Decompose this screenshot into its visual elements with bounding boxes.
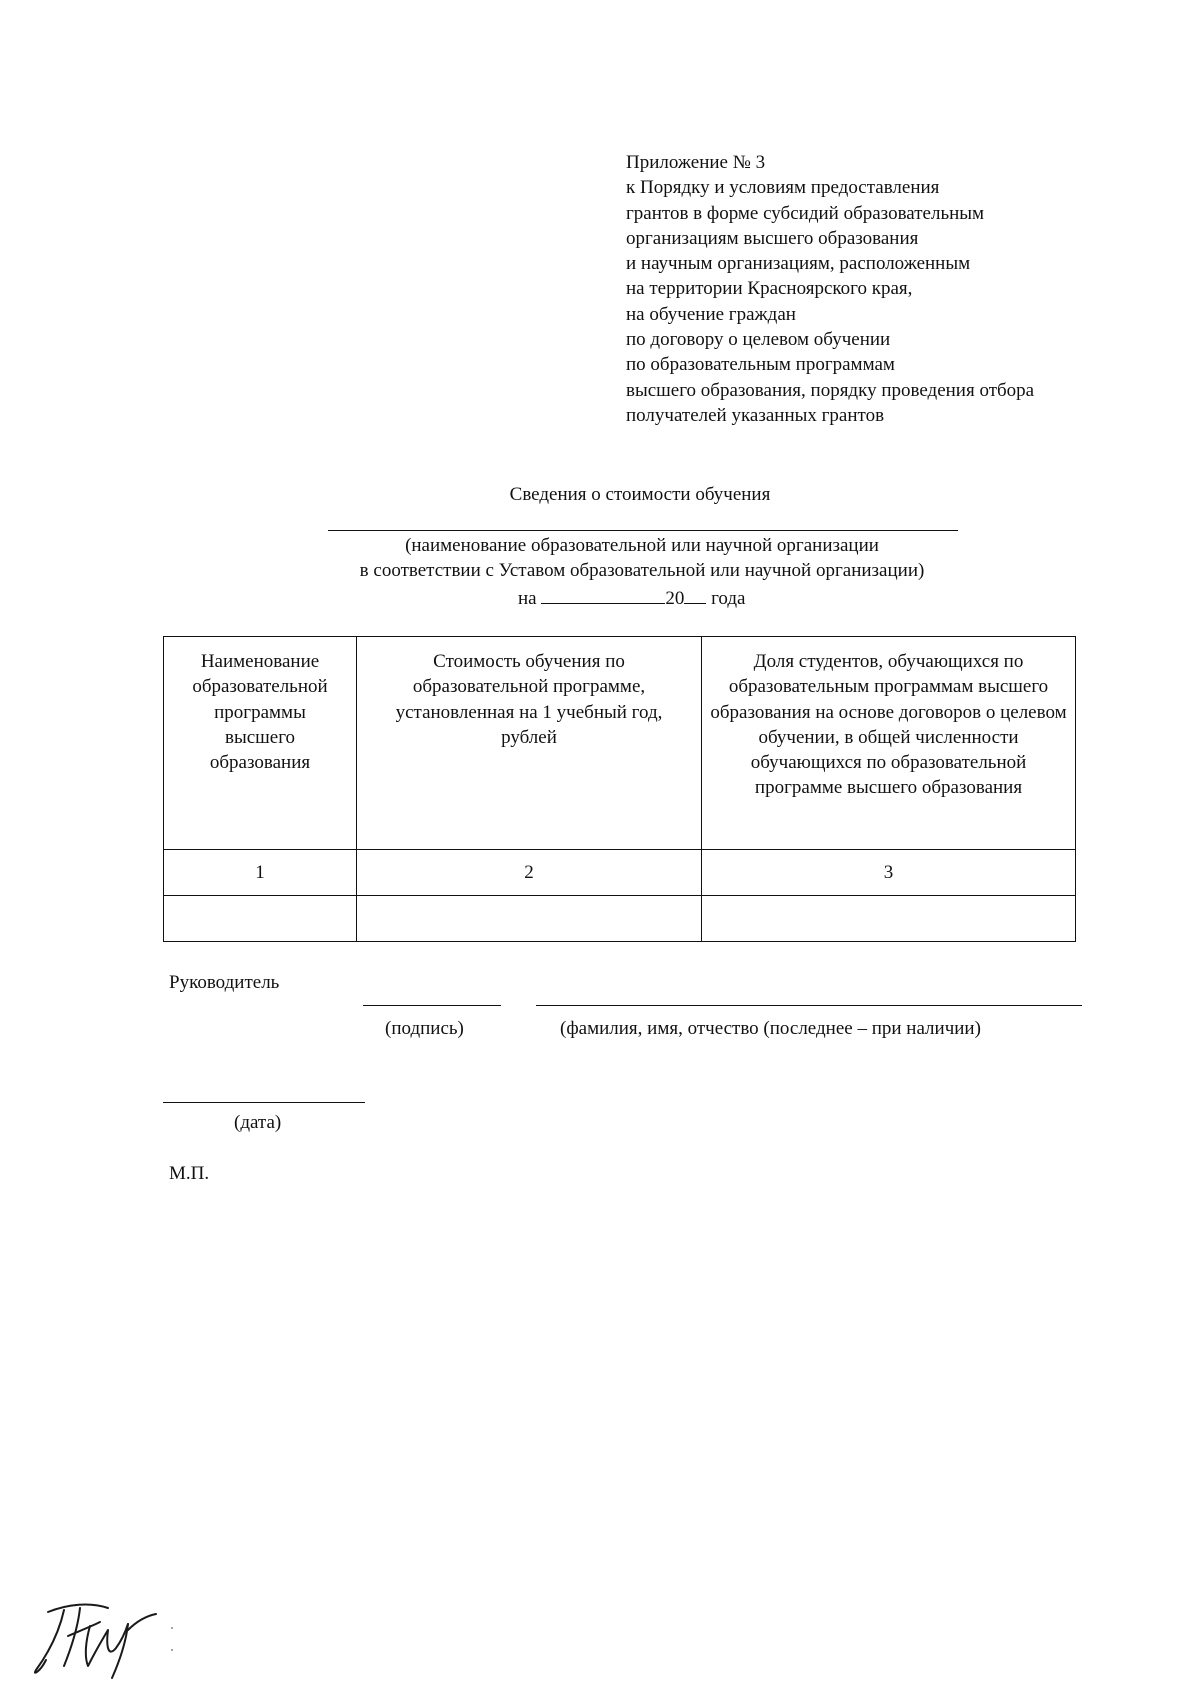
header-training-cost-text: Стоимость обучения по образовательной программе, установленная на 1 учебный год, рублей: [395, 651, 663, 748]
annex-line: организациям высшего образования: [626, 227, 919, 249]
table-cell[interactable]: [357, 896, 702, 942]
full-name-caption: (фамилия, имя, отчество (последнее – при наличии): [560, 1018, 981, 1039]
column-number: 1: [164, 850, 357, 896]
table-row: [164, 896, 1076, 942]
header-targeted-share: [702, 637, 1076, 850]
organization-caption-line1: (наименование образовательной или научной организации: [405, 535, 879, 556]
report-date-line: [518, 585, 745, 610]
header-targeted-share-text: Доля студентов, обучающихся по образовательным программам высшего образования на основе договоров о целевом обучении, в общей численности обучающихся по образовательной программе высшего образования: [710, 651, 1067, 799]
annex-line: высшего образования, порядку проведения отбора: [626, 379, 1035, 401]
table-header-row: [164, 637, 1076, 850]
date-suffix: года: [711, 588, 746, 609]
date-prefix: на: [518, 588, 537, 609]
full-name-field[interactable]: [536, 1005, 1082, 1006]
date-caption: (дата): [234, 1112, 282, 1133]
annex-line: к Порядку и условиям предоставления: [626, 177, 940, 199]
annex-line: по образовательным программам: [626, 354, 895, 376]
annex-header: [626, 150, 1146, 428]
table-row: [164, 850, 1076, 896]
head-label: Руководитель: [169, 972, 280, 993]
header-program-name: [164, 637, 357, 850]
header-training-cost: [357, 637, 702, 850]
annex-line: грантов в форме субсидий образовательным: [626, 202, 985, 224]
date-day-month-field[interactable]: [541, 585, 665, 604]
signature-field[interactable]: [363, 1005, 501, 1006]
header-program-name-text: Наименование образовательной программы высшего образования: [192, 651, 328, 774]
handwritten-signature: [28, 1600, 178, 1682]
table-cell[interactable]: [702, 896, 1076, 942]
annex-line: и научным организациям, расположенным: [626, 253, 971, 275]
annex-line: Приложение № 3: [626, 152, 766, 173]
organization-name-field[interactable]: [328, 530, 958, 531]
date-year-prefix: 20: [665, 588, 685, 609]
date-year-field[interactable]: [684, 585, 706, 604]
stamp-label: М.П.: [169, 1163, 210, 1184]
annex-line: на территории Красноярского края,: [626, 278, 913, 300]
organization-caption-line2: в соответствии с Уставом образовательной или научной организации): [359, 560, 925, 581]
column-number: 3: [702, 850, 1076, 896]
annex-line: по договору о целевом обучении: [626, 329, 891, 351]
form-title: Сведения о стоимости обучения: [509, 484, 771, 505]
date-field[interactable]: [163, 1102, 365, 1103]
table-cell[interactable]: [164, 896, 357, 942]
training-cost-table: [163, 636, 1076, 942]
column-number: 2: [357, 850, 702, 896]
annex-line: получателей указанных грантов: [626, 404, 885, 426]
signature-caption: (подпись): [385, 1018, 464, 1039]
annex-line: на обучение граждан: [626, 303, 796, 325]
